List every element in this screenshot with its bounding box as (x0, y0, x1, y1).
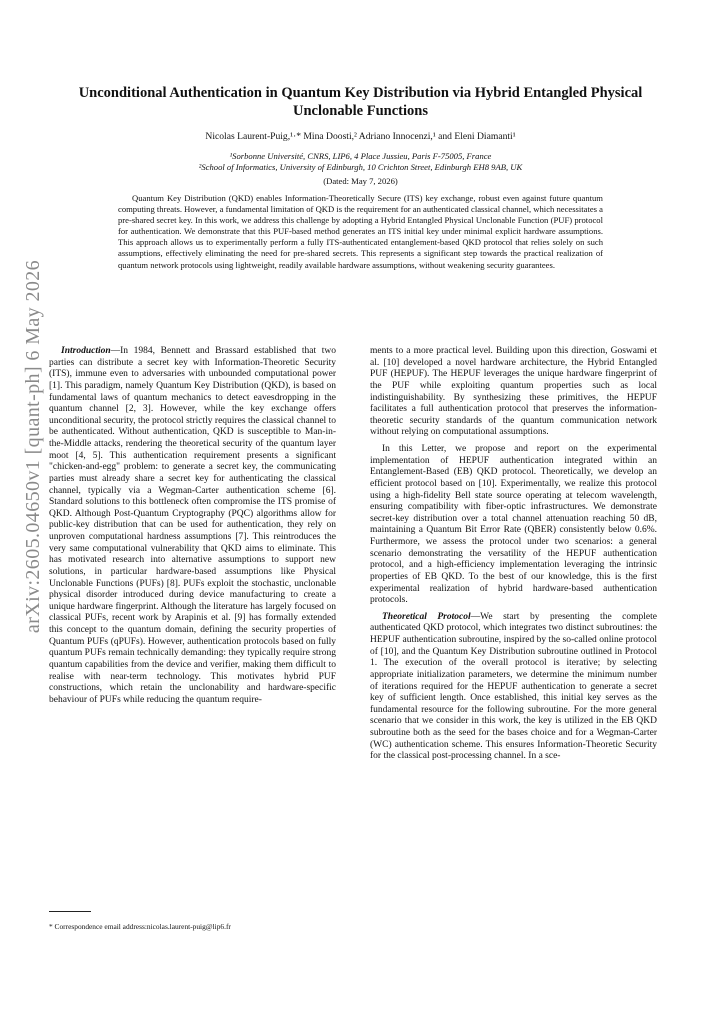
theory-heading: Theoretical Protocol (382, 611, 471, 622)
footnote: * Correspondence email address:nicolas.laurent-puig@lip6.fr (49, 922, 231, 931)
left-column (49, 346, 336, 711)
abstract: Quantum Key Distribution (QKD) enables Information-Theoretically Secure (ITS) key exchange, robust even against future quantum computing threats. However, a fundamental limitation of QKD is the requirement for an authenticated classical channel, which necessitates a pre-shared secret key. In this work, we address this challenge by adopting a Hybrid Entangled Physical Unclonable Function (PUF) protocol for authentication. We demonstrate that this PUF-based method generates an ITS initial key under minimal explicit hardware assumptions. This approach allows us to experimentally perform a fully ITS-authenticated entanglement-based QKD protocol that relies solely on such assumptions, effectively eliminating the need for pre-shared secrets. This represents a significant step towards the practical realization of quantum network protocols using lightweight, readily available hardware assumptions, without weakening security guarantees. (118, 193, 603, 270)
affiliation-2: ²School of Informatics, University of Edinburgh, 10 Crichton Street, Edinburgh EH8 9AB, UK (198, 162, 523, 172)
paper-title: Unconditional Authentication in Quantum Key Distribution via Hybrid Entangled Physical Unclonable Functions (78, 85, 643, 119)
affiliations (70, 151, 651, 173)
intro-heading: Introduction (61, 346, 111, 356)
affiliation-1: ¹Sorbonne Université, CNRS, LIP6, 4 Place Jussieu, Paris F-75005, France (229, 151, 492, 161)
arxiv-stamp (14, 259, 54, 633)
author-list: Nicolas Laurent-Puig,¹·* Mina Doosti,² Adriano Innocenzi,¹ and Eleni Diamanti¹ (205, 131, 516, 142)
date-line: (Dated: May 7, 2026) (323, 176, 398, 186)
theory-text: —We start by presenting the complete authenticated QKD protocol, which integrates two distinct subroutines: the HEPUF authentication subroutine, inspired by the so-called online protocol of [10], and the Quantum Key Distribution subroutine outlined in Protocol 1. The execution of the overall protocol is iterative; by selecting appropriate initialization parameters, we determine the minimum number of iterations required for the HEPUF authentication to generate a secret key of sufficient length. Once established, this initial key serves as the fundamental resource for the following subroutine. For the more general scenario that we consider in this work, the key is utilized in the EB QKD subroutine both as the seed for the bases choice and for a Wegman-Carter (WC) authentication scheme. This ensures Information-Theoretic Security for the classical post-processing channel. In a sce- (370, 611, 657, 762)
hepuf-paragraph: ments to a more practical level. Building upon this direction, Goswami et al. [10] developed a novel hardware architecture, the Hybrid Entangled PUF (HEPUF). The HEPUF leverages the unique hardware fingerprint of the PUF while exploiting quantum properties such as local indistinguishability. By synthesizing these primitives, the HEPUF facilitates a full authentication protocol that preserves the information-theoretic security standards of the quantum communication network without relying on computational assumptions. (370, 346, 657, 438)
arxiv-identifier: arXiv:2605.04650v1 [quant-ph] 6 May 2026 (22, 259, 45, 633)
footnote-rule (49, 911, 91, 912)
intro-paragraph (49, 346, 336, 706)
letter-paragraph: In this Letter, we propose and report on the experimental implementation of HEPUF authentication integrated within an Entanglement-Based (EB) QKD protocol. Theoretically, we develop an efficient protocol based on [10]. Experimentally, we realize this protocol using a high-fidelity Bell state source operating at telecom wavelength, ensuring compatibility with fiber-optic infrastructures. We demonstrate secret-key distribution over a total channel attenuation reaching 50 dB, maintaining a Quantum Bit Error Rate (QBER) consistently below 0.6%. Furthermore, we assess the protocol under two scenarios: a general scenario demonstrating the versatility of the HEPUF authentication protocol, and a high-efficiency implementation leveraging the intrinsic properties of EB QKD. To the best of our knowledge, this is the first experimental realization of hybrid hardware-based authentication protocols. (370, 444, 657, 606)
theory-paragraph (370, 612, 657, 763)
right-column (370, 346, 657, 768)
intro-text: —In 1984, Bennett and Brassard established that two parties can distribute a secret key with Information-Theoretic Security (ITS), immune even to adversaries with unbounded computational power [1]. This paradigm, namely Quantum Key Distribution (QKD), is based on fundamental laws of quantum mechanics to detect eavesdropping in the quantum channel [2, 3]. However, while the key exchange offers unconditional security, the protocol strictly requires the classical channel to be authenticated. Without authentication, QKD is susceptible to Man-in-the-Middle attacks, rendering the theoretical security of the quantum layer moot [4, 5]. This authentication requirement presents a significant "chicken-and-egg" problem: to generate a secret key, the communicating parties must already share a secret key for authenticating the classical channel, typically via a Wegman-Carter authentication scheme [6]. Standard solutions to this bottleneck often compromise the ITS promise of QKD. Although Post-Quantum Cryptography (PQC) algorithms allow for public-key distribution that can be used for authentication, they rely on unproven computational hardness assumptions [7]. This reintroduces the very same computational vulnerability that QKD aims to eliminate. This has motivated research into alternative assumptions to support new solutions, in particular hardware-based assumptions like Physical Unclonable Functions (PUFs) [8]. PUFs exploit the stochastic, unclonable physical disorder introduced during device manufacturing to create a unique hardware fingerprint. Although the literature has largely focused on classical PUFs, recent work by Arapinis et al. [9] has formally extended this concept to the quantum domain, defining the security properties of Quantum PUFs (qPUFs). However, authentication protocols based on fully quantum PUFs remain technically demanding: they typically require strong quantum capabilities from the device and verifier, making them difficult to realise with near-term technology. This motivates hybrid PUF constructions, which retain the unclonability and hardware-specific behaviour of PUFs while reducing the quantum require- (49, 346, 336, 705)
